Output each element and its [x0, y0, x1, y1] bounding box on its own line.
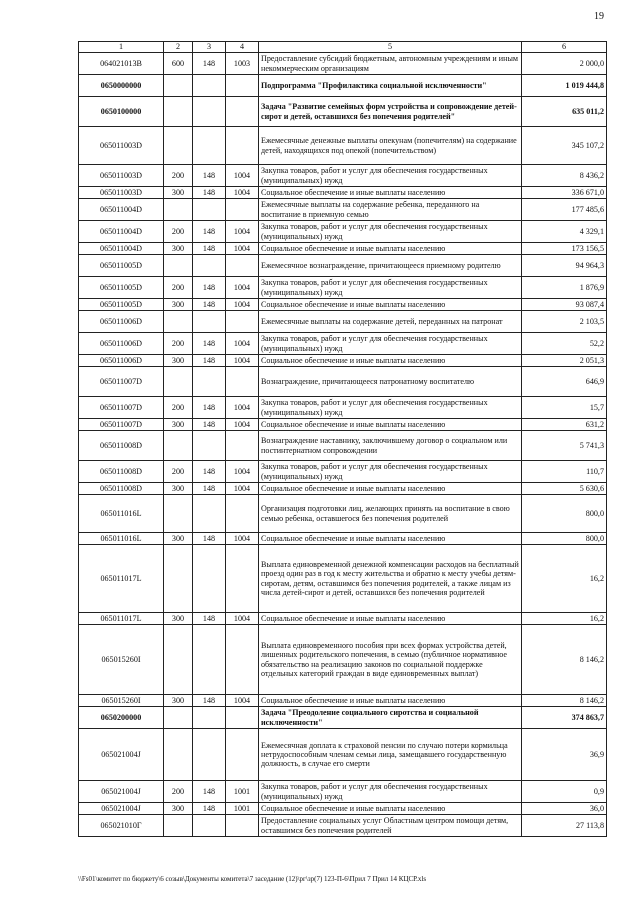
department-cell	[193, 367, 226, 397]
budget-table	[78, 41, 607, 837]
department-cell	[193, 311, 226, 333]
amount-cell: 374 863,7	[522, 707, 607, 729]
section-cell	[226, 625, 259, 695]
budget-code-cell: 065011004D	[79, 221, 164, 243]
section-cell: 1004	[226, 483, 259, 495]
amount-cell: 173 156,5	[522, 243, 607, 255]
amount-cell: 5 630,6	[522, 483, 607, 495]
expense-type-cell: 200	[164, 165, 193, 187]
expense-type-cell: 300	[164, 419, 193, 431]
description-cell: Организация подготовки лиц, желающих принять на воспитание в свою семью ребенка, оставшегося без попечения родителей	[259, 495, 522, 533]
table-row	[79, 707, 607, 729]
table-row	[79, 333, 607, 355]
amount-cell: 8 146,2	[522, 695, 607, 707]
department-cell: 148	[193, 333, 226, 355]
budget-code-cell: 065011016L	[79, 533, 164, 545]
budget-code-cell: 065011016L	[79, 495, 164, 533]
description-cell: Социальное обеспечение и иные выплаты населению	[259, 187, 522, 199]
budget-code-cell: 065011003D	[79, 127, 164, 165]
expense-type-cell: 300	[164, 613, 193, 625]
section-cell	[226, 127, 259, 165]
department-cell: 148	[193, 533, 226, 545]
amount-cell: 52,2	[522, 333, 607, 355]
expense-type-cell: 300	[164, 299, 193, 311]
description-cell: Ежемесячная доплата к страховой пенсии по случаю потери кормильца нетрудоспособным членам семьи лица, замещавшего государственную должность, в случае его смерти	[259, 729, 522, 781]
header-cell: 1	[79, 42, 164, 53]
description-cell: Предоставление социальных услуг Областным центром помощи детям, оставшимся без попечения родителей	[259, 815, 522, 837]
table-row	[79, 495, 607, 533]
budget-code-cell: 065011017L	[79, 613, 164, 625]
table-row	[79, 277, 607, 299]
expense-type-cell: 600	[164, 53, 193, 75]
table-row	[79, 483, 607, 495]
budget-code-cell: 065011005D	[79, 277, 164, 299]
table-row	[79, 243, 607, 255]
section-cell: 1004	[226, 613, 259, 625]
section-cell	[226, 815, 259, 837]
description-cell: Социальное обеспечение и иные выплаты населению	[259, 419, 522, 431]
department-cell: 148	[193, 221, 226, 243]
amount-cell: 94 964,3	[522, 255, 607, 277]
table-row	[79, 419, 607, 431]
department-cell: 148	[193, 187, 226, 199]
budget-code-cell: 064021013В	[79, 53, 164, 75]
budget-code-cell: 065015260I	[79, 695, 164, 707]
department-cell: 148	[193, 243, 226, 255]
department-cell	[193, 127, 226, 165]
department-cell: 148	[193, 483, 226, 495]
section-cell	[226, 255, 259, 277]
table-row	[79, 803, 607, 815]
department-cell: 148	[193, 803, 226, 815]
expense-type-cell	[164, 625, 193, 695]
description-cell: Закупка товаров, работ и услуг для обеспечения государственных (муниципальных) нужд	[259, 333, 522, 355]
budget-code-cell: 065011006D	[79, 333, 164, 355]
table-row	[79, 533, 607, 545]
description-cell: Закупка товаров, работ и услуг для обеспечения государственных (муниципальных) нужд	[259, 165, 522, 187]
section-cell: 1004	[226, 419, 259, 431]
budget-code-cell: 065021004J	[79, 781, 164, 803]
description-cell: Задача "Развитие семейных форм устройства и сопровождение детей-сирот и детей, оставшихся без попечения родителей"	[259, 97, 522, 127]
amount-cell: 8 436,2	[522, 165, 607, 187]
expense-type-cell	[164, 815, 193, 837]
expense-type-cell	[164, 127, 193, 165]
expense-type-cell: 300	[164, 483, 193, 495]
amount-cell: 15,7	[522, 397, 607, 419]
section-cell: 1004	[226, 333, 259, 355]
table-row	[79, 187, 607, 199]
table-row	[79, 311, 607, 333]
description-cell: Закупка товаров, работ и услуг для обеспечения государственных (муниципальных) нужд	[259, 221, 522, 243]
budget-code-cell: 065011017L	[79, 545, 164, 613]
description-cell: Задача "Преодоление социального сиротства и социальной исключенности"	[259, 707, 522, 729]
table-header-row	[79, 42, 607, 53]
description-cell: Вознаграждение наставнику, заключившему договор о социальном или постинтернатном сопровождении	[259, 431, 522, 461]
expense-type-cell	[164, 545, 193, 613]
section-cell	[226, 495, 259, 533]
table-row	[79, 299, 607, 311]
header-cell: 4	[226, 42, 259, 53]
department-cell	[193, 815, 226, 837]
amount-cell: 36,9	[522, 729, 607, 781]
description-cell: Закупка товаров, работ и услуг для обеспечения государственных (муниципальных) нужд	[259, 781, 522, 803]
expense-type-cell: 300	[164, 533, 193, 545]
budget-code-cell: 065021004J	[79, 729, 164, 781]
section-cell: 1001	[226, 781, 259, 803]
department-cell: 148	[193, 299, 226, 311]
section-cell: 1004	[226, 187, 259, 199]
amount-cell: 4 329,1	[522, 221, 607, 243]
table-row	[79, 367, 607, 397]
department-cell	[193, 625, 226, 695]
section-cell	[226, 199, 259, 221]
table-row	[79, 431, 607, 461]
amount-cell: 336 671,0	[522, 187, 607, 199]
department-cell	[193, 75, 226, 97]
section-cell: 1004	[226, 277, 259, 299]
section-cell	[226, 729, 259, 781]
table-row	[79, 221, 607, 243]
budget-code-cell: 065011005D	[79, 255, 164, 277]
amount-cell: 177 485,6	[522, 199, 607, 221]
section-cell: 1001	[226, 803, 259, 815]
expense-type-cell	[164, 707, 193, 729]
department-cell: 148	[193, 355, 226, 367]
section-cell: 1004	[226, 221, 259, 243]
budget-code-cell: 065011004D	[79, 243, 164, 255]
budget-code-cell: 0650100000	[79, 97, 164, 127]
expense-type-cell: 200	[164, 277, 193, 299]
expense-type-cell	[164, 431, 193, 461]
department-cell	[193, 431, 226, 461]
table-row	[79, 461, 607, 483]
budget-code-cell: 0650200000	[79, 707, 164, 729]
section-cell: 1004	[226, 461, 259, 483]
description-cell: Ежемесячное вознаграждение, причитающееся приемному родителю	[259, 255, 522, 277]
header-cell: 3	[193, 42, 226, 53]
header-cell: 5	[259, 42, 522, 53]
description-cell: Ежемесячные выплаты на содержание ребенка, переданного на воспитание в приемную семью	[259, 199, 522, 221]
section-cell	[226, 311, 259, 333]
description-cell: Ежемесячные выплаты на содержание детей, переданных на патронат	[259, 311, 522, 333]
description-cell: Закупка товаров, работ и услуг для обеспечения государственных (муниципальных) нужд	[259, 397, 522, 419]
department-cell: 148	[193, 781, 226, 803]
table-row	[79, 545, 607, 613]
budget-code-cell: 065011007D	[79, 419, 164, 431]
expense-type-cell	[164, 367, 193, 397]
budget-code-cell: 065011003D	[79, 165, 164, 187]
expense-type-cell: 300	[164, 803, 193, 815]
budget-code-cell: 065011006D	[79, 311, 164, 333]
table-row	[79, 397, 607, 419]
description-cell: Социальное обеспечение и иные выплаты населению	[259, 299, 522, 311]
amount-cell: 2 103,5	[522, 311, 607, 333]
expense-type-cell	[164, 255, 193, 277]
file-path-footer: \\Fs01\комитет по бюджету\6 созыв\Документы комитета\7 заседание (12)\рг\зр(7) 123-П-6\Прил 7 Прил 14 КЦСР.xls	[78, 875, 427, 883]
table-row	[79, 199, 607, 221]
table-row	[79, 625, 607, 695]
department-cell: 148	[193, 419, 226, 431]
budget-code-cell: 065021010Г	[79, 815, 164, 837]
section-cell	[226, 97, 259, 127]
section-cell: 1004	[226, 397, 259, 419]
description-cell: Социальное обеспечение и иные выплаты населению	[259, 355, 522, 367]
table-row	[79, 255, 607, 277]
description-cell: Выплата единовременного пособия при всех формах устройства детей, лишенных родительского попечения, в семью (публичное нормативное обязательство на реализацию законов по социальной поддержке отдельных категорий граждан в виде единовременных выплат)	[259, 625, 522, 695]
budget-code-cell: 065011006D	[79, 355, 164, 367]
budget-code-cell: 065011007D	[79, 367, 164, 397]
budget-code-cell: 065021004J	[79, 803, 164, 815]
description-cell: Предоставление субсидий бюджетным, автономным учреждениям и иным некоммерческим организациям	[259, 53, 522, 75]
department-cell: 148	[193, 613, 226, 625]
description-cell: Закупка товаров, работ и услуг для обеспечения государственных (муниципальных) нужд	[259, 277, 522, 299]
section-cell: 1004	[226, 533, 259, 545]
description-cell: Подпрограмма "Профилактика социальной исключенности"	[259, 75, 522, 97]
expense-type-cell: 300	[164, 695, 193, 707]
description-cell: Социальное обеспечение и иные выплаты населению	[259, 483, 522, 495]
expense-type-cell	[164, 495, 193, 533]
table-row	[79, 53, 607, 75]
section-cell	[226, 707, 259, 729]
amount-cell: 16,2	[522, 545, 607, 613]
expense-type-cell	[164, 729, 193, 781]
budget-code-cell: 065011007D	[79, 397, 164, 419]
amount-cell: 93 087,4	[522, 299, 607, 311]
header-cell: 6	[522, 42, 607, 53]
expense-type-cell	[164, 199, 193, 221]
table-row	[79, 355, 607, 367]
amount-cell: 646,9	[522, 367, 607, 397]
page-number: 19	[594, 11, 604, 22]
department-cell	[193, 255, 226, 277]
description-cell: Социальное обеспечение и иные выплаты населению	[259, 695, 522, 707]
section-cell	[226, 545, 259, 613]
amount-cell: 635 011,2	[522, 97, 607, 127]
expense-type-cell: 200	[164, 333, 193, 355]
expense-type-cell: 200	[164, 221, 193, 243]
header-cell: 2	[164, 42, 193, 53]
table-row	[79, 695, 607, 707]
table-row	[79, 815, 607, 837]
amount-cell: 2 000,0	[522, 53, 607, 75]
table-row	[79, 781, 607, 803]
table-row	[79, 613, 607, 625]
description-cell: Вознаграждение, причитающееся патронатному воспитателю	[259, 367, 522, 397]
amount-cell: 345 107,2	[522, 127, 607, 165]
amount-cell: 2 051,3	[522, 355, 607, 367]
description-cell: Закупка товаров, работ и услуг для обеспечения государственных (муниципальных) нужд	[259, 461, 522, 483]
section-cell	[226, 75, 259, 97]
department-cell: 148	[193, 165, 226, 187]
description-cell: Социальное обеспечение и иные выплаты населению	[259, 533, 522, 545]
expense-type-cell: 200	[164, 461, 193, 483]
department-cell	[193, 97, 226, 127]
expense-type-cell: 300	[164, 243, 193, 255]
department-cell: 148	[193, 461, 226, 483]
amount-cell: 16,2	[522, 613, 607, 625]
expense-type-cell: 300	[164, 355, 193, 367]
description-cell: Выплата единовременной денежной компенсации расходов на бесплатный проезд один раз в год к месту жительства и обратно к месту учебы детям-сиротам, детям, оставшимся без попечения родителей, а также лицам из числа детей-сирот и детей, оставшихся без попечения родителей	[259, 545, 522, 613]
amount-cell: 5 741,3	[522, 431, 607, 461]
budget-code-cell: 065011008D	[79, 431, 164, 461]
budget-code-cell: 065011005D	[79, 299, 164, 311]
amount-cell: 1 876,9	[522, 277, 607, 299]
table-row	[79, 75, 607, 97]
department-cell	[193, 495, 226, 533]
section-cell	[226, 431, 259, 461]
department-cell: 148	[193, 397, 226, 419]
amount-cell: 8 146,2	[522, 625, 607, 695]
department-cell: 148	[193, 695, 226, 707]
expense-type-cell	[164, 311, 193, 333]
department-cell	[193, 199, 226, 221]
section-cell	[226, 367, 259, 397]
department-cell	[193, 729, 226, 781]
description-cell: Ежемесячные денежные выплаты опекунам (попечителям) на содержание детей, находящихся под опекой (попечительством)	[259, 127, 522, 165]
table-row	[79, 165, 607, 187]
table-row	[79, 97, 607, 127]
amount-cell: 800,0	[522, 495, 607, 533]
department-cell: 148	[193, 53, 226, 75]
budget-code-cell: 065011008D	[79, 483, 164, 495]
expense-type-cell	[164, 97, 193, 127]
expense-type-cell: 200	[164, 781, 193, 803]
budget-code-cell: 065011004D	[79, 199, 164, 221]
department-cell: 148	[193, 277, 226, 299]
section-cell: 1003	[226, 53, 259, 75]
amount-cell: 27 113,8	[522, 815, 607, 837]
section-cell: 1004	[226, 243, 259, 255]
amount-cell: 110,7	[522, 461, 607, 483]
amount-cell: 631,2	[522, 419, 607, 431]
department-cell	[193, 545, 226, 613]
amount-cell: 0,9	[522, 781, 607, 803]
department-cell	[193, 707, 226, 729]
budget-code-cell: 0650000000	[79, 75, 164, 97]
expense-type-cell	[164, 75, 193, 97]
budget-code-cell: 065011003D	[79, 187, 164, 199]
description-cell: Социальное обеспечение и иные выплаты населению	[259, 613, 522, 625]
budget-code-cell: 065015260I	[79, 625, 164, 695]
amount-cell: 1 019 444,8	[522, 75, 607, 97]
expense-type-cell: 200	[164, 397, 193, 419]
section-cell: 1004	[226, 695, 259, 707]
expense-type-cell: 300	[164, 187, 193, 199]
description-cell: Социальное обеспечение и иные выплаты населению	[259, 243, 522, 255]
budget-code-cell: 065011008D	[79, 461, 164, 483]
section-cell: 1004	[226, 299, 259, 311]
section-cell: 1004	[226, 165, 259, 187]
table-row	[79, 127, 607, 165]
amount-cell: 800,0	[522, 533, 607, 545]
amount-cell: 36,0	[522, 803, 607, 815]
description-cell: Социальное обеспечение и иные выплаты населению	[259, 803, 522, 815]
table-row	[79, 729, 607, 781]
section-cell: 1004	[226, 355, 259, 367]
